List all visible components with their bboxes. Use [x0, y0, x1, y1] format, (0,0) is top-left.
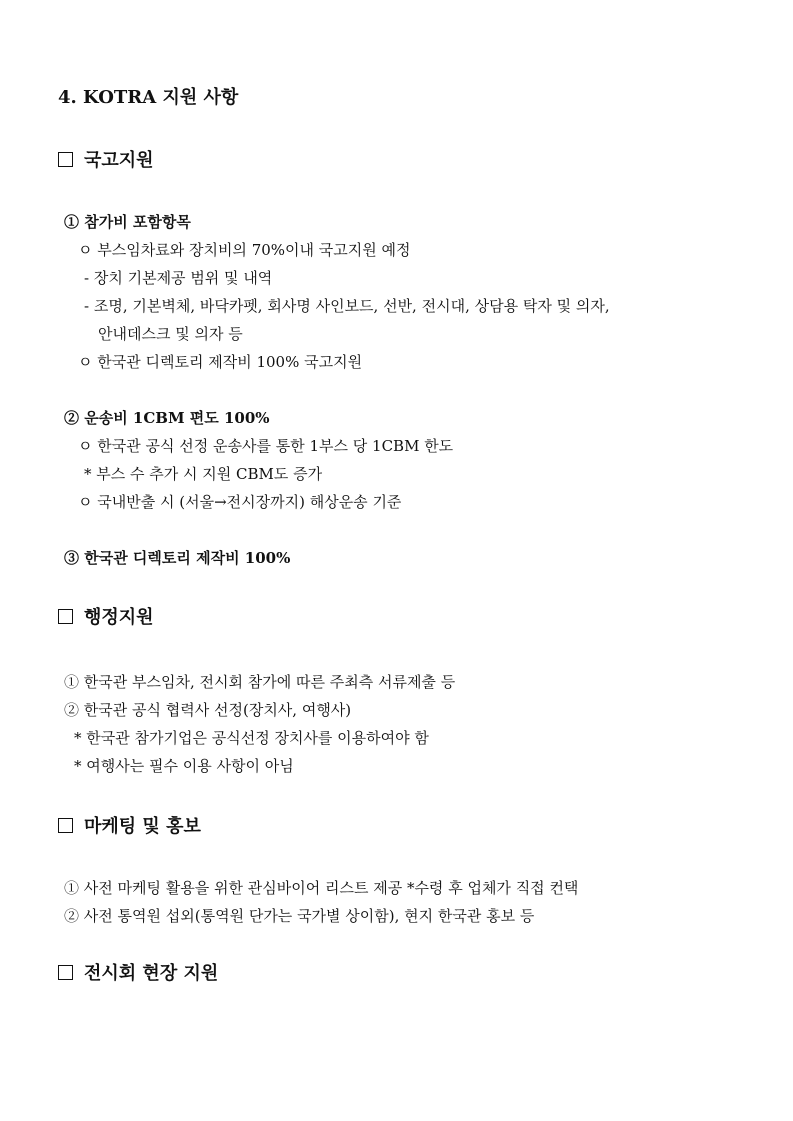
list-item: - 조명, 기본벽체, 바닥카펫, 회사명 사인보드, 선반, 전시대, 상담용 탁자 및 의자, — [84, 297, 610, 315]
section-heading-marketing: 마케팅 및 홍보 — [58, 815, 201, 839]
section-heading-administrative-support: 행정지원 — [58, 606, 154, 630]
list-item: ② 한국관 공식 협력사 선정(장치사, 여행사) — [64, 701, 352, 719]
list-item: ㅇ 한국관 공식 선정 운송사를 통한 1부스 당 1CBM 한도 — [78, 437, 454, 455]
list-item: ① 사전 마케팅 활용을 위한 관심바이어 리스트 제공 *수령 후 업체가 직접 컨택 — [64, 879, 579, 897]
list-item: 안내데스크 및 의자 등 — [98, 325, 243, 343]
list-item: - 장치 기본제공 범위 및 내역 — [84, 269, 273, 287]
checkbox-square-icon — [58, 965, 73, 980]
list-item: ㅇ 국내반출 시 (서울→전시장까지) 해상운송 기준 — [78, 493, 402, 511]
subheading-shipping-cost: ② 운송비 1CBM 편도 100% — [64, 409, 270, 427]
section-heading-onsite-support: 전시회 현장 지원 — [58, 962, 218, 986]
list-item: * 한국관 참가기업은 공식선정 장치사를 이용하여야 함 — [74, 729, 429, 747]
checkbox-square-icon — [58, 818, 73, 833]
list-item: ㅇ 한국관 디렉토리 제작비 100% 국고지원 — [78, 353, 363, 371]
list-item: * 여행사는 필수 이용 사항이 아님 — [74, 757, 294, 775]
list-item: ① 한국관 부스임차, 전시회 참가에 따른 주최측 서류제출 등 — [64, 673, 456, 691]
checkbox-square-icon — [58, 152, 73, 167]
subheading-directory-cost: ③ 한국관 디렉토리 제작비 100% — [64, 549, 291, 567]
page-title: 4. KOTRA 지원 사항 — [58, 87, 239, 108]
checkbox-square-icon — [58, 609, 73, 624]
section-heading-national-support: 국고지원 — [58, 149, 154, 173]
list-item: * 부스 수 추가 시 지원 CBM도 증가 — [84, 465, 323, 483]
list-item: ㅇ 부스임차료와 장치비의 70%이내 국고지원 예정 — [78, 241, 411, 259]
subheading-participation-fee: ① 참가비 포함항목 — [64, 213, 191, 231]
list-item: ② 사전 통역원 섭외(통역원 단가는 국가별 상이함), 현지 한국관 홍보 등 — [64, 907, 535, 925]
